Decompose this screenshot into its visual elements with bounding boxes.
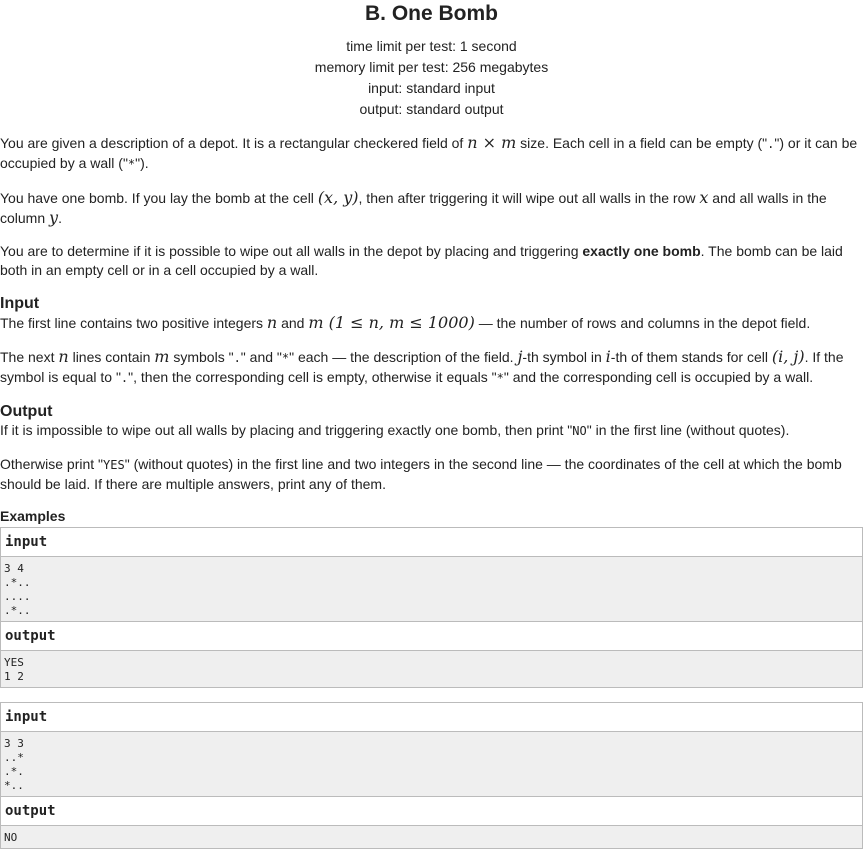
example-2-input-line: .*. xyxy=(4,765,24,778)
example-1-input-line: 3 4 xyxy=(4,562,24,575)
example-2-output-line: NO xyxy=(4,831,18,844)
statement-paragraph-3: You are to determine if it is possible to wipe out all walls in the depot by placing and triggering exactly one bomb. The bomb can be laid both in an empty cell or in a cell occupied by a wall. xyxy=(0,243,843,278)
problem-statement xyxy=(0,133,863,280)
statement-paragraph-2: You have one bomb. If you lay the bomb at the cell (x, y), then after triggering it will wipe out all walls in the row x and all walls in the column y. xyxy=(0,188,827,227)
example-1 xyxy=(0,527,863,688)
example-1-input-label: input xyxy=(1,528,862,557)
example-2-output-box[interactable] xyxy=(1,826,862,848)
example-2-input-label: input xyxy=(1,703,862,732)
input-section-title: Input xyxy=(0,295,40,312)
example-1-output-line: 1 2 xyxy=(4,670,24,683)
time-limit: time limit per test: 1 second xyxy=(346,38,517,54)
example-1-input-line: .*.. xyxy=(4,576,31,589)
example-1-output-line: YES xyxy=(4,656,24,669)
output-section-title: Output xyxy=(0,403,53,420)
example-2-input-line: 3 3 xyxy=(4,737,24,750)
example-2-input-box[interactable] xyxy=(1,732,862,797)
input-source: input: standard input xyxy=(368,80,495,96)
example-1-input-line: .*.. xyxy=(4,604,31,617)
input-specification xyxy=(0,294,863,388)
example-1-output-box[interactable] xyxy=(1,651,862,687)
example-1-output-label: output xyxy=(1,622,862,651)
input-paragraph-2: The next n lines contain m symbols "." and "*" each — the description of the field. j-th symbol in i-th of them stands for cell (i, j). If the symbol is equal to ".", then the corresponding cell is empty, otherwise it equals "*" and the corresponding cell is occupied by a wall. xyxy=(0,347,844,385)
example-2-input-line: ..* xyxy=(4,751,24,764)
example-2 xyxy=(0,702,863,849)
output-paragraph-1: If it is impossible to wipe out all walls by placing and triggering exactly one bomb, then print "NO" in the first line (without quotes). xyxy=(0,422,790,438)
example-1-input-box[interactable] xyxy=(1,557,862,622)
output-specification xyxy=(0,402,863,494)
example-2-input-line: *.. xyxy=(4,779,24,792)
example-1-input-line: .... xyxy=(4,590,31,603)
output-target: output: standard output xyxy=(359,101,504,117)
input-paragraph-1: The first line contains two positive integers n and m (1 ≤ n, m ≤ 1000) — the number of rows and columns in the depot field. xyxy=(0,313,811,332)
example-2-output-label: output xyxy=(1,797,862,826)
memory-limit: memory limit per test: 256 megabytes xyxy=(314,59,549,75)
output-paragraph-2: Otherwise print "YES" (without quotes) in the first line and two integers in the second line — the coordinates of the cell at which the bomb should be laid. If there are multiple answers, print any of them. xyxy=(0,456,842,492)
examples-title: Examples xyxy=(0,508,66,524)
problem-title: B. One Bomb xyxy=(364,2,498,25)
problem-limits xyxy=(0,36,863,120)
statement-paragraph-1: You are given a description of a depot. It is a rectangular checkered field of n × m size. Each cell in a field can be empty (".") or it can be occupied by a wall ("*"). xyxy=(0,133,858,171)
